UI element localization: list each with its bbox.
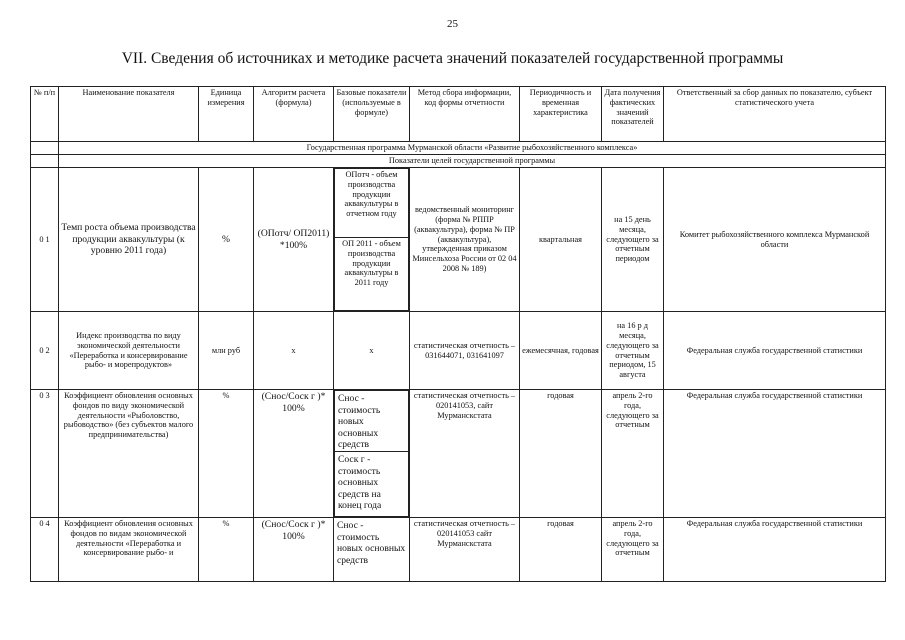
method-cell: статистическая отчетность – 020141053 сайт Мурманскстата [410, 518, 520, 582]
base-cell [334, 168, 410, 312]
base-indicator: ОПотч - объем производства продукции аквакультуры в отчетном году [335, 169, 409, 238]
header-cell: Базовые показатели (используемые в формуле) [334, 87, 410, 142]
row-num: 0 3 [31, 390, 59, 518]
page-title: VII. Сведения об источниках и методике расчета значений показателей государственной программы [121, 50, 784, 67]
responsible-cell: Федеральная служба государственной статистики [664, 390, 886, 518]
page-number: 25 [447, 18, 458, 30]
formula-cell: (Снос/Соск г )* 100% [254, 518, 334, 582]
responsible-cell: Федеральная служба государственной статистики [664, 312, 886, 390]
indicator-name: Коэффициент обновления основных фондов по видам экономической деятельности «Переработка и консервирование рыбо- и [59, 518, 199, 582]
unit-cell: % [199, 390, 254, 518]
responsible-cell: Комитет рыбохозяйственного комплекса Мурманской области [664, 168, 886, 312]
base-cell: x [334, 312, 410, 390]
header-cell: Дата получения фактических значений показателей [602, 87, 664, 142]
date-cell: на 15 день месяца, следующего за отчетным периодом [602, 168, 664, 312]
row-num: 0 2 [31, 312, 59, 390]
unit-cell: % [199, 168, 254, 312]
header-cell: Наименование показателя [59, 87, 199, 142]
table-row [31, 168, 886, 312]
date-cell: на 16 р д месяца, следующего за отчетным периодом, 15 августа [602, 312, 664, 390]
header-cell: Алгоритм расчета (формула) [254, 87, 334, 142]
base-cell: Снос - стоимость новых основных средств [334, 518, 410, 582]
date-cell: апрель 2-го года, следующего за отчетным [602, 390, 664, 518]
base-indicator: Снос - стоимость новых основных средств [335, 391, 409, 452]
header-cell: Периодичность и временная характеристика [520, 87, 602, 142]
formula-cell: (ОПотч/ ОП2011) *100% [254, 168, 334, 312]
targets-band-row [31, 155, 886, 168]
table-row [31, 518, 886, 582]
period-cell: ежемесячная, годовая [520, 312, 602, 390]
base-indicator: Соск г - стоимость основных средств на конец года [335, 452, 409, 517]
header-cell: Метод сбора информации, код формы отчетности [410, 87, 520, 142]
header-cell: Ответственный за сбор данных по показателю, субъект статистического учета [664, 87, 886, 142]
formula-cell: x [254, 312, 334, 390]
responsible-cell: Федеральная служба государственной статистики [664, 518, 886, 582]
base-indicator: ОП 2011 - объем производства продукции аквакультуры в 2011 году [335, 238, 409, 311]
base-cell [334, 390, 410, 518]
indicator-name: Коэффициент обновления основных фондов по виду экономической деятельности «Рыболовство, рыбоводство» (без субъектов малого предпринимательства) [59, 390, 199, 518]
program-band: Государственная программа Мурманской области «Развитие рыбохозяйственного комплекса» [59, 142, 886, 155]
targets-band: Показатели целей государственной программы [59, 155, 886, 168]
period-cell: годовая [520, 390, 602, 518]
program-band-row [31, 142, 886, 155]
table-row [31, 390, 886, 518]
period-cell: годовая [520, 518, 602, 582]
indicator-name: Индекс производства по виду экономической деятельности «Переработка и консервирование рыбо- и морепродуктов» [59, 312, 199, 390]
indicators-table [30, 86, 886, 582]
date-cell: апрель 2-го года, следующего за отчетным [602, 518, 664, 582]
period-cell: квартальная [520, 168, 602, 312]
method-cell: статистическая отчетность – 031644071, 031641097 [410, 312, 520, 390]
row-num: 0 4 [31, 518, 59, 582]
table-header-row [31, 87, 886, 142]
indicator-name: Темп роста объема производства продукции аквакультуры (к уровню 2011 года) [59, 168, 199, 312]
method-cell: статистическая отчетность – 020141053, сайт Мурманскстата [410, 390, 520, 518]
header-cell: Единица измерения [199, 87, 254, 142]
table-row [31, 312, 886, 390]
unit-cell: млн руб [199, 312, 254, 390]
unit-cell: % [199, 518, 254, 582]
header-cell: № п/п [31, 87, 59, 142]
method-cell: ведомственный мониторинг (форма № РППР (аквакультура), форма № ПР (аквакультура), утвержденная приказом Минсельхоза России от 02 04 2008 № 189) [410, 168, 520, 312]
formula-cell: (Снос/Соск г )* 100% [254, 390, 334, 518]
row-num: 0 1 [31, 168, 59, 312]
